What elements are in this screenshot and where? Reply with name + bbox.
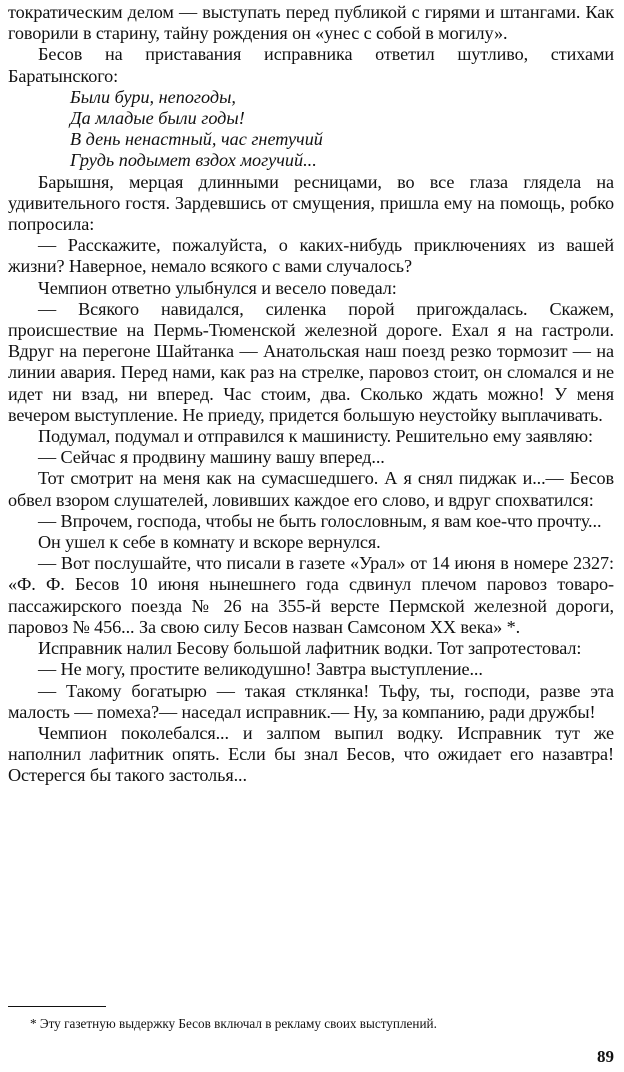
paragraph: Чемпион ответно улыбнулся и весело поведал: (38, 277, 397, 298)
paragraph: — Впрочем, господа, чтобы не быть голословным, я вам кое-что прочту... (38, 510, 602, 531)
paragraph: Он ушел к себе в комнату и вскоре вернулся. (38, 532, 381, 553)
page-number: 89 (597, 1047, 614, 1066)
poem-line: Были бури, непогоды, (70, 86, 236, 107)
paragraph: Исправник налил Бесову большой лафитник водки. Тот запротестовал: (38, 638, 582, 659)
footnote-divider (8, 1006, 106, 1007)
paragraph: — Расскажите, пожалуйста, о каких-нибудь приключениях из вашей жизни? Наверное, немало всякого с вами случалось? (8, 235, 614, 277)
poem-line: Грудь подымет вздох могучий... (70, 150, 317, 171)
page-body (8, 2, 614, 787)
footnote: * Эту газетную выдержку Бесов включал в рекламу своих выступлений. (30, 1016, 437, 1031)
paragraph: — Не могу, простите великодушно! Завтра выступление... (38, 659, 483, 680)
poem-line: В день ненастный, час гнетучий (70, 129, 323, 150)
paragraph: — Такому богатырю — такая стклянка! Тьфу, ты, господи, разве эта малость — помеха?— наседал исправник.— Ну, за компанию, ради дружбы! (8, 680, 614, 722)
main-text-before-poem (8, 2, 614, 87)
poem-line: Да младые были годы! (70, 108, 245, 129)
paragraph-baratynsky: Бесов на приставания исправника ответил шутливо, стихами Баратынского: (8, 44, 614, 86)
paragraph-opening: тократическим делом — выступать перед публикой с гирями и штангами. Как говорили в старину, тайну рождения он «унес с собой в могилу». (8, 2, 614, 44)
paragraph: — Сейчас я продвину машину вашу вперед... (38, 447, 385, 468)
paragraph: Чемпион поколебался... и залпом выпил водку. Исправник тут же наполнил лафитник опять. Если бы знал Бесов, что ожидает его назавтра! Остерегся бы такого застолья... (8, 722, 614, 786)
paragraph: — Вот послушайте, что писали в газете «Урал» от 14 июня в номере 2327: «Ф. Ф. Бесов 10 июня нынешнего года сдвинул плечом паровоз товаро-пассажирского поезда № 26 на 355-й версте Пермской железной дороги, паровоз № 456... За свою силу Бесов назван Самсоном XX века» *. (8, 553, 614, 637)
main-text-after-poem (8, 172, 614, 787)
paragraph: Тот смотрит на меня как на сумасшедшего. А я снял пиджак и...— Бесов обвел взором слушателей, ловивших каждое его слово, и вдруг спохватился: (8, 468, 614, 510)
poem-quote (8, 87, 614, 172)
paragraph: Барышня, мерцая длинными ресницами, во все глаза глядела на удивительного гостя. Зардевшись от смущения, пришла ему на помощь, робко попросила: (8, 171, 614, 235)
paragraph: — Всякого навидался, силенка порой пригождалась. Скажем, происшествие на Пермь-Тюменской железной дороге. Ехал я на гастроли. Вдруг на перегоне Шайтанка — Анатольская наш поезд резко тормозит — на линии авария. Перед нами, как раз на стрелке, паровоз стоит, он сломался и не идет ни взад, ни вперед. Час стоим, два. Сколько ждать можно! У меня вечером выступление. Не приеду, придется большую неустойку выплачивать. (8, 298, 614, 425)
paragraph: Подумал, подумал и отправился к машинисту. Решительно ему заявляю: (38, 426, 593, 447)
